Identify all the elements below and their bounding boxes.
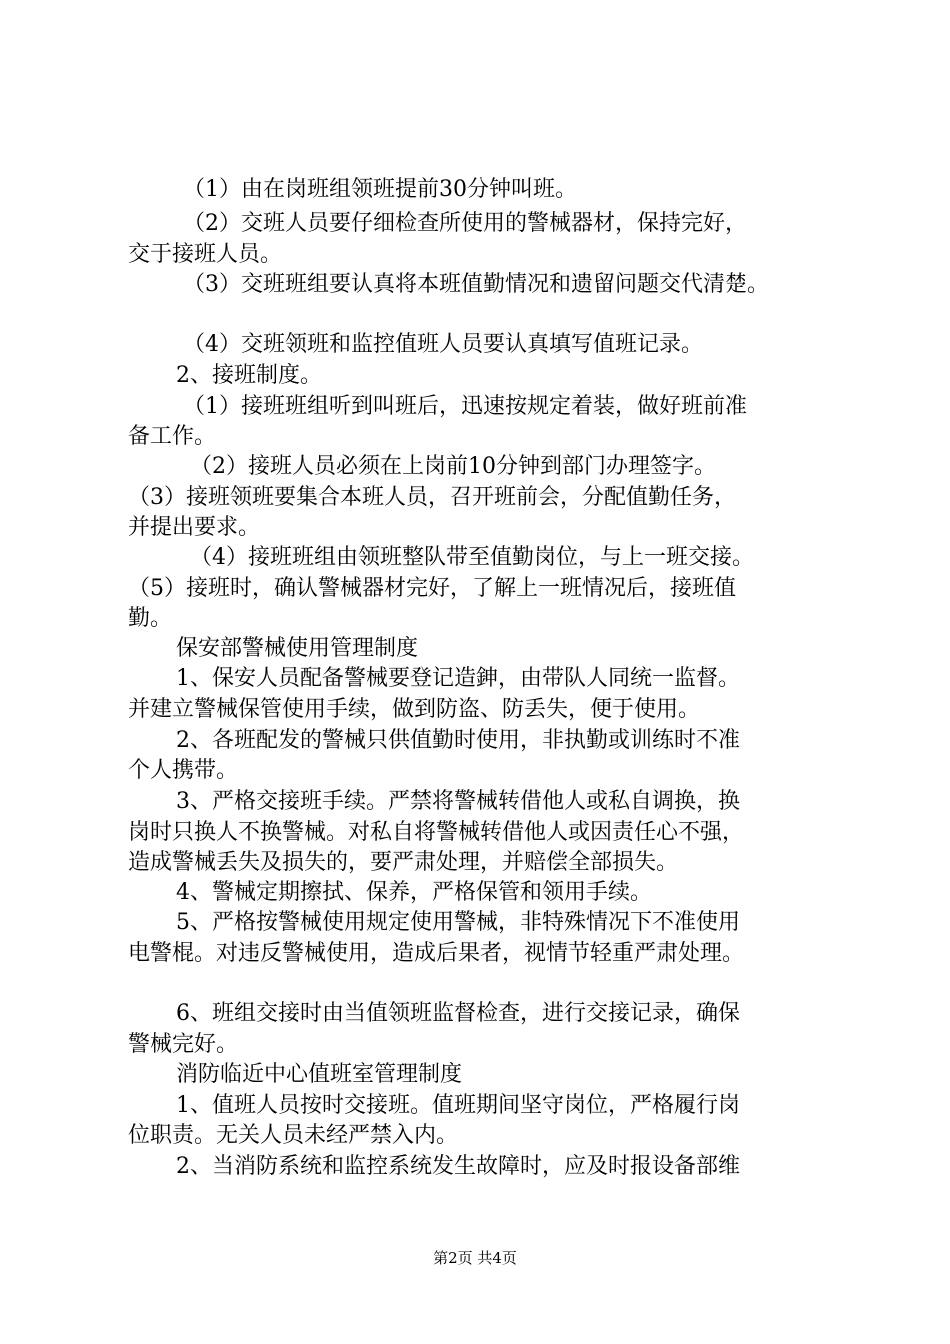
text-line: 电警棍。对违反警械使用，造成后果者，视情节轻重严肃处理。 — [128, 941, 745, 966]
text-line: 2、各班配发的警械只供值勤时使用，非执勤或训练时不准 — [176, 728, 740, 753]
text-line: （4）交班领班和监控值班人员要认真填写值班记录。 — [183, 332, 703, 357]
text-line: 1、保安人员配备警械要登记造鉮，由带队人同统一监督。 — [176, 666, 740, 691]
text-line: 3、严格交接班手续。严禁将警械转借他人或私自调换，换 — [176, 789, 740, 814]
text-line: 备工作。 — [128, 424, 217, 449]
text-line: 2、当消防系统和监控系统发生故障时，应及时报设备部维 — [176, 1154, 740, 1179]
text-line: 5、严格按警械使用规定使用警械，非特殊情况下不准使用 — [176, 910, 740, 935]
section-heading: 保安部警械使用管理制度 — [176, 636, 419, 661]
text-line: 并提出要求。 — [128, 515, 261, 540]
text-line: 1、值班人员按时交接班。值班期间坚守岗位，严格履行岗 — [176, 1093, 740, 1118]
page-footer: 第2页 共4页 — [433, 1249, 517, 1267]
text-line: 警械完好。 — [128, 1032, 239, 1057]
text-line: （5）接班时，确认警械器材完好，了解上一班情况后，接班值 — [128, 576, 736, 601]
text-line: 位职责。无关人员未经严禁入内。 — [128, 1123, 459, 1148]
text-line: （3）交班班组要认真将本班值勤情况和遗留问题交代清楚。 — [183, 272, 769, 297]
text-line: （3）接班领班要集合本班人员，召开班前会，分配值勤任务， — [128, 485, 736, 510]
text-line: （2）交班人员要仔细检查所使用的警械器材，保持完好， — [183, 211, 747, 236]
text-line: 岗时只换人不换警械。对私自将警械转借他人或因责任心不强， — [128, 820, 745, 845]
text-line: 勤。 — [128, 606, 173, 631]
text-line: （1）由在岗班组领班提前30分钟叫班。 — [183, 177, 577, 202]
text-line: 6、班组交接时由当值领班监督检查，进行交接记录，确保 — [176, 1001, 740, 1026]
text-line: （2）接班人员必须在上岗前10分钟到部门办理签字。 — [190, 454, 716, 479]
text-line: （1）接班班组听到叫班后，迅速按规定着装，做好班前准 — [183, 394, 747, 419]
text-line: 交于接班人员。 — [128, 242, 283, 267]
text-line: （4）接班班组由领班整队带至值勤岗位，与上一班交接。 — [190, 545, 754, 570]
text-line: 并建立警械保管使用手续，做到防盗、防丢失，便于使用。 — [128, 697, 701, 722]
text-line: 4、警械定期擦拭、保养，严格保管和领用手续。 — [176, 880, 652, 905]
text-line: 2、接班制度。 — [176, 363, 322, 388]
section-heading: 消防临近中心值班室管理制度 — [176, 1062, 463, 1087]
text-line: 个人携带。 — [128, 758, 239, 783]
text-line: 造成警械丢失及损失的，要严肃处理，并赔偿全部损失。 — [128, 850, 679, 875]
